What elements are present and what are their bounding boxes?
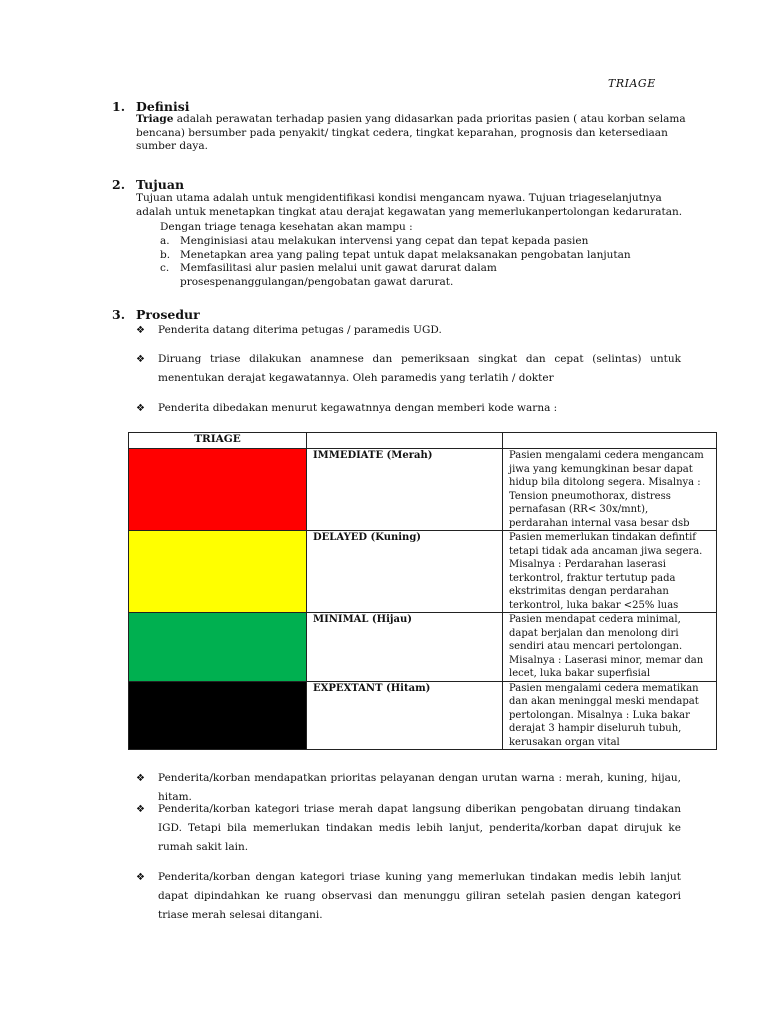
- bullet-text: Penderita/korban kategori triase merah dapat langsung diberikan pengobatan diruang tindakan IGD. Tetapi bila memerlukan tindakan medis lebih lanjut, penderita/korban dapat dirujuk ke rumah sakit lain.: [158, 803, 681, 853]
- tujuan-intro: Dengan triage tenaga kesehatan akan mampu :: [160, 221, 413, 233]
- tujuan-list: [160, 235, 680, 289]
- table-header-cell: TRIAGE: [129, 433, 307, 449]
- section-title: Prosedur: [136, 307, 200, 322]
- bullet-text: Penderita dibedakan menurut kegawatnnya dengan memberi kode warna :: [158, 402, 558, 414]
- table-row: [129, 681, 717, 750]
- list-letter: a.: [160, 235, 170, 247]
- definisi-text: adalah perawatan terhadap pasien yang didasarkan pada prioritas pasien ( atau korban selama bencana) bersumber pada penyakit/ tingkat cedera, tingkat keparahan, prognosis dan ketersediaan sumber daya.: [136, 113, 686, 152]
- list-letter: b.: [160, 248, 171, 261]
- prosedur-bullet: [136, 800, 681, 857]
- category-label: IMMEDIATE (Merah): [307, 449, 503, 531]
- list-text: Menetapkan area yang paling tepat untuk dapat melaksanakan pengobatan lanjutan: [180, 248, 631, 261]
- diamond-bullet-icon: ❖: [136, 773, 145, 784]
- diamond-bullet-icon: ❖: [136, 403, 145, 414]
- table-header-cell-empty: [307, 433, 503, 449]
- prosedur-bullet: [136, 868, 681, 925]
- list-item: [160, 262, 680, 289]
- category-label: DELAYED (Kuning): [307, 531, 503, 613]
- color-swatch-yellow: [129, 531, 307, 613]
- color-swatch-red: [129, 449, 307, 531]
- category-description: Pasien mengalami cedera mengancam jiwa yang kemungkinan besar dapat hidup bila ditolong segera. Misalnya : Tension pneumothorax, distress pernafasan (RR< 30x/mnt), perdarahan internal vasa besar dsb: [503, 449, 717, 531]
- bullet-text: Penderita datang diterima petugas / paramedis UGD.: [158, 324, 442, 336]
- list-item: [160, 235, 680, 249]
- bullet-text: Penderita/korban mendapatkan prioritas pelayanan dengan urutan warna : merah, kuning, hijau, hitam.: [158, 772, 681, 803]
- diamond-bullet-icon: ❖: [136, 325, 145, 336]
- diamond-bullet-icon: ❖: [136, 872, 145, 883]
- category-description: Pasien mendapat cedera minimal, dapat berjalan dan menolong diri sendiri atau mencari pertolongan. Misalnya : Laserasi minor, memar dan lecet, luka bakar superfisial: [503, 613, 717, 682]
- section-title: Tujuan: [136, 177, 185, 192]
- table-row: [129, 449, 717, 531]
- category-label: EXPEXTANT (Hitam): [307, 681, 503, 750]
- definisi-lead-word: Triage: [136, 113, 174, 125]
- color-swatch-green: [129, 613, 307, 682]
- category-description: Pasien mengalami cedera mematikan dan akan meninggal meski mendapat pertolongan. Misalnya : Luka bakar derajat 3 hampir diseluruh tubuh, kerusakan organ vital: [503, 681, 717, 750]
- prosedur-bullet: [136, 350, 681, 388]
- bullet-text: Penderita/korban dengan kategori triase kuning yang memerlukan tindakan medis lebih lanjut dapat dipindahkan ke ruang observasi dan menunggu giliran setelah pasien dengan kategori triase merah selesai ditangani.: [158, 871, 681, 921]
- table-row: [129, 531, 717, 613]
- section-heading-prosedur: [112, 307, 200, 322]
- list-letter: c.: [160, 262, 170, 274]
- table-row: [129, 613, 717, 682]
- triage-table: [128, 432, 717, 750]
- color-swatch-black: [129, 681, 307, 750]
- list-item: [160, 249, 680, 263]
- tujuan-paragraph: Tujuan utama adalah untuk mengidentifikasi kondisi mengancam nyawa. Tujuan triageselanjutnya adalah untuk menetapkan tingkat atau derajat kegawatan yang memerlukanpertolongan kedaruratan.: [136, 192, 683, 218]
- category-description: Pasien memerlukan tindakan defintif tetapi tidak ada ancaman jiwa segera. Misalnya : Perdarahan laserasi terkontrol, fraktur tertutup pada ekstrimitas dengan perdarahan terkontrol, luka bakar <25% luas: [503, 531, 717, 613]
- section-heading-definisi: [112, 99, 190, 114]
- list-text: Memfasilitasi alur pasien melalui unit gawat darurat dalam prosespenanggulangan/pengobatan gawat darurat.: [180, 262, 497, 288]
- prosedur-bullet: [136, 321, 681, 340]
- bullet-text: Diruang triase dilakukan anamnese dan pemeriksaan singkat dan cepat (selintas) untuk menentukan derajat kegawatannya. Oleh paramedis yang terlatih / dokter: [158, 353, 681, 384]
- prosedur-bullet: [136, 399, 681, 418]
- section-number: 3.: [112, 307, 126, 322]
- diamond-bullet-icon: ❖: [136, 804, 145, 815]
- diamond-bullet-icon: ❖: [136, 354, 145, 365]
- table-header-row: [129, 433, 717, 449]
- table-header-cell-empty: [503, 433, 717, 449]
- section-heading-tujuan: [112, 177, 184, 192]
- list-text: Menginisiasi atau melakukan intervensi yang cepat dan tepat kepada pasien: [180, 235, 589, 247]
- section-number: 2.: [112, 177, 126, 192]
- document-title: TRIAGE: [608, 77, 656, 90]
- definisi-paragraph: [136, 113, 696, 154]
- section-title: Definisi: [136, 99, 190, 114]
- section-number: 1.: [112, 99, 126, 114]
- category-label: MINIMAL (Hijau): [307, 613, 503, 682]
